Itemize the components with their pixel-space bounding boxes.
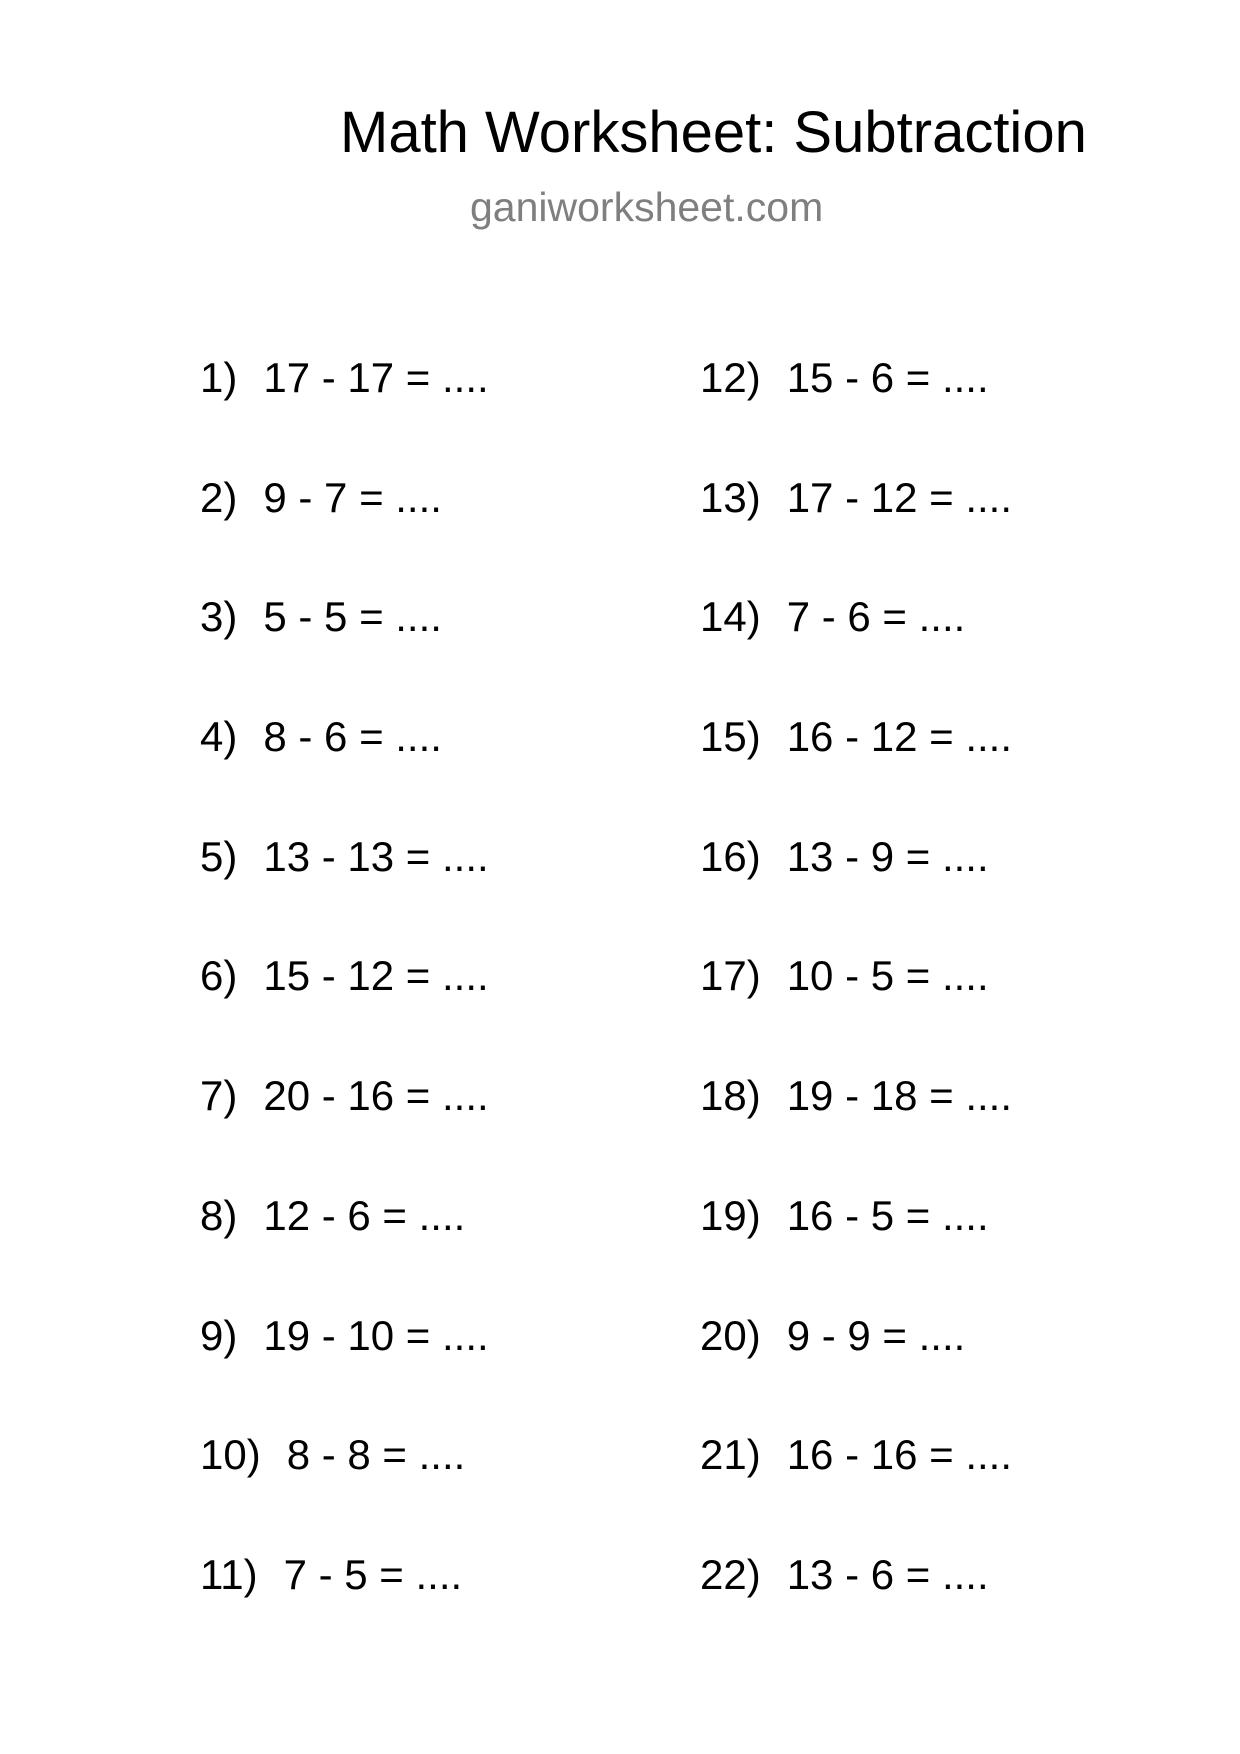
problem-expression: 19 - 18 = .... xyxy=(786,1072,1013,1120)
problem-number: 13) xyxy=(700,473,761,521)
problem-expression: 16 - 12 = .... xyxy=(786,713,1013,761)
problem-number: 14) xyxy=(700,593,761,641)
problem-expression: 12 - 6 = .... xyxy=(263,1191,466,1239)
problem-number: 17) xyxy=(700,952,761,1000)
problem-number: 8) xyxy=(200,1191,238,1239)
problem-item xyxy=(700,353,1012,473)
problem-expression: 7 - 6 = .... xyxy=(786,593,966,641)
problem-item xyxy=(700,951,1012,1071)
problem-column-right xyxy=(700,353,1012,1670)
problem-number: 2) xyxy=(200,473,238,521)
problem-number: 19) xyxy=(700,1191,761,1239)
problem-item xyxy=(700,1430,1012,1550)
problem-number: 9) xyxy=(200,1311,238,1359)
problem-expression: 15 - 6 = .... xyxy=(786,354,989,401)
problem-expression: 8 - 6 = .... xyxy=(263,713,442,761)
problem-number: 10) xyxy=(200,1431,261,1479)
problem-number: 21) xyxy=(700,1431,761,1479)
problem-item xyxy=(700,1550,1012,1670)
problem-expression: 17 - 12 = .... xyxy=(786,473,1013,521)
problem-number: 16) xyxy=(700,832,761,880)
problem-number: 15) xyxy=(700,713,761,761)
problem-item xyxy=(200,1311,489,1431)
page-title: Math Worksheet: Subtraction xyxy=(340,100,1087,165)
problem-expression: 9 - 9 = .... xyxy=(786,1311,966,1359)
problem-number: 6) xyxy=(200,952,238,1000)
problem-item xyxy=(200,951,489,1071)
problem-item xyxy=(700,473,1012,593)
problem-number: 11) xyxy=(200,1550,258,1598)
problem-item xyxy=(700,1071,1012,1191)
problem-item xyxy=(200,353,489,473)
problem-expression: 13 - 6 = .... xyxy=(786,1550,989,1598)
problem-expression: 13 - 13 = .... xyxy=(263,832,489,880)
problem-column-left xyxy=(200,353,489,1670)
problem-item xyxy=(200,1430,489,1550)
problem-item xyxy=(200,592,489,712)
problem-expression: 19 - 10 = .... xyxy=(263,1311,489,1359)
problem-expression: 17 - 17 = .... xyxy=(263,354,489,401)
problem-expression: 16 - 5 = .... xyxy=(786,1191,989,1239)
problem-expression: 13 - 9 = .... xyxy=(786,832,989,880)
problem-number: 18) xyxy=(700,1072,761,1120)
problem-expression: 15 - 12 = .... xyxy=(263,952,489,1000)
problem-item xyxy=(700,1311,1012,1431)
problem-item xyxy=(200,1071,489,1191)
problem-item xyxy=(200,473,489,593)
problem-number: 20) xyxy=(700,1311,761,1359)
problem-expression: 5 - 5 = .... xyxy=(263,593,442,641)
problem-number: 5) xyxy=(200,832,238,880)
problem-expression: 10 - 5 = .... xyxy=(786,952,989,1000)
problem-number: 4) xyxy=(200,713,238,761)
problem-number: 3) xyxy=(200,593,238,641)
site-url: ganiworksheet.com xyxy=(470,184,824,230)
problem-number: 1) xyxy=(200,354,238,401)
problem-expression: 7 - 5 = .... xyxy=(283,1550,463,1598)
problem-item xyxy=(700,832,1012,952)
problem-item xyxy=(200,1191,489,1311)
problem-expression: 9 - 7 = .... xyxy=(263,473,442,521)
problem-item xyxy=(200,712,489,832)
problem-number: 12) xyxy=(700,354,761,401)
problem-number: 22) xyxy=(700,1550,761,1598)
problem-number: 7) xyxy=(200,1072,238,1120)
problem-item xyxy=(700,712,1012,832)
problem-expression: 20 - 16 = .... xyxy=(263,1072,489,1120)
problem-item xyxy=(200,1550,489,1670)
problem-expression: 16 - 16 = .... xyxy=(786,1431,1013,1479)
problem-item xyxy=(700,592,1012,712)
problem-item xyxy=(200,832,489,952)
problem-item xyxy=(700,1191,1012,1311)
problem-expression: 8 - 8 = .... xyxy=(286,1431,466,1479)
